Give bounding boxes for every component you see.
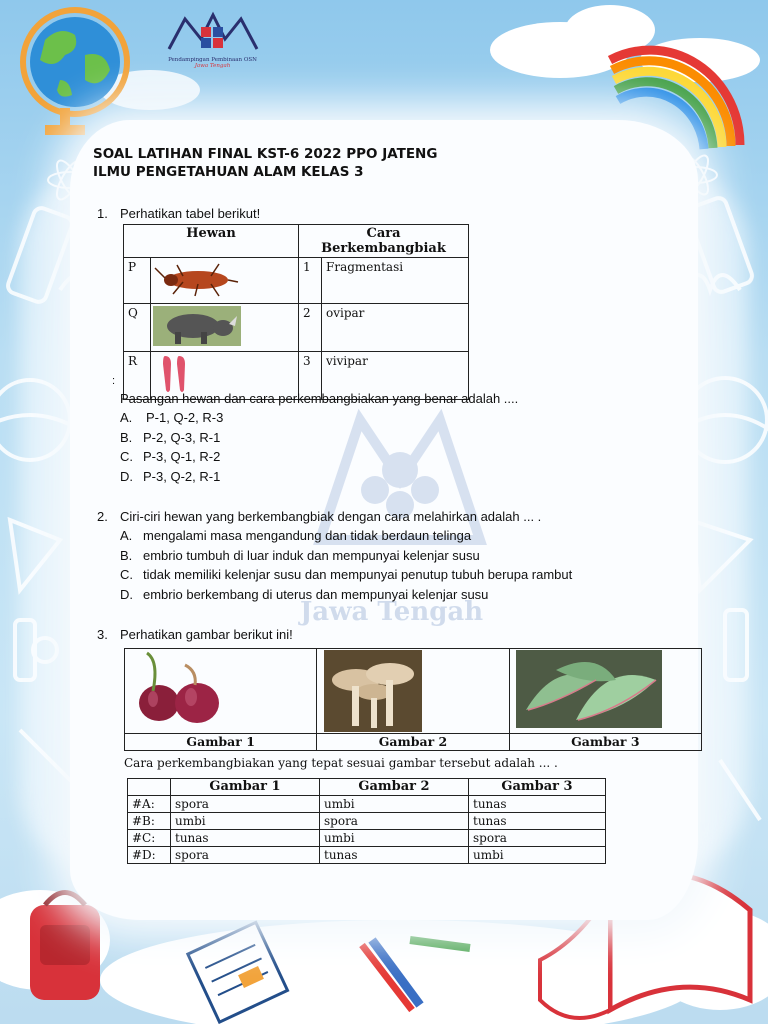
header-blank xyxy=(128,779,171,796)
q1-options xyxy=(120,408,223,486)
document-title xyxy=(93,145,437,181)
choice-key: #A: xyxy=(128,796,171,813)
gallery-cell-2 xyxy=(317,649,509,750)
option-key: B. xyxy=(120,429,133,445)
animal-image-cell xyxy=(151,258,299,304)
option-text: P-3, Q-2, R-1 xyxy=(143,468,221,484)
q3-question: Cara perkembangbiakan yang tepat sesuai gambar tersebut adalah ... . xyxy=(124,756,558,770)
header-gambar-2: Gambar 2 xyxy=(320,779,469,796)
cell-gambar-1: spora xyxy=(171,847,320,864)
cell-gambar-1: umbi xyxy=(171,813,320,830)
table-row[interactable] xyxy=(128,813,606,830)
cockroach-image xyxy=(153,260,239,298)
table-row xyxy=(124,258,469,304)
option-key: B. xyxy=(120,547,133,563)
option-text: embrio berkembang di uterus dan mempunyai kelenjar susu xyxy=(143,586,489,602)
option-text: P-2, Q-3, R-1 xyxy=(143,429,221,445)
option-d[interactable] xyxy=(120,467,223,487)
logo-line-1: Pendampingan Pembinaan OSN xyxy=(168,57,257,63)
gallery-caption: Gambar 1 xyxy=(125,733,316,750)
option-key: A. xyxy=(120,410,133,425)
choice-key: #D: xyxy=(128,847,171,864)
cell-gambar-1: tunas xyxy=(171,830,320,847)
title-line-2: ILMU PENGETAHUAN ALAM KELAS 3 xyxy=(93,164,364,180)
option-a[interactable] xyxy=(120,408,223,428)
option-c[interactable] xyxy=(120,565,572,585)
watermark-text: Jawa Tengah xyxy=(300,597,484,627)
q3-image-gallery xyxy=(124,648,702,751)
row-method: Fragmentasi xyxy=(322,258,469,304)
option-a[interactable] xyxy=(120,526,572,546)
option-c[interactable] xyxy=(120,447,223,467)
option-text: mengalami masa mengandung dan tidak berdaun telinga xyxy=(143,528,472,543)
gallery-caption: Gambar 2 xyxy=(317,733,508,750)
option-key: C. xyxy=(120,567,133,582)
table-row[interactable] xyxy=(128,830,606,847)
col-header-animal: Hewan xyxy=(124,225,299,258)
animal-image-cell xyxy=(151,304,299,352)
table-row[interactable] xyxy=(128,796,606,813)
cell-gambar-3: tunas xyxy=(469,796,606,813)
col-header-method: Cara Berkembangbiak xyxy=(299,225,469,258)
row-number: 2 xyxy=(299,304,322,352)
rhinoceros-image xyxy=(153,306,241,346)
cell-gambar-2: umbi xyxy=(320,796,469,813)
header-gambar-1: Gambar 1 xyxy=(171,779,320,796)
header-gambar-3: Gambar 3 xyxy=(469,779,606,796)
title-line-1: SOAL LATIHAN FINAL KST-6 2022 PPO JATENG xyxy=(93,146,438,162)
logo-line-2: Jawa Tengah xyxy=(194,63,231,69)
cell-gambar-2: spora xyxy=(320,813,469,830)
cell-gambar-2: umbi xyxy=(320,830,469,847)
table-row xyxy=(124,304,469,352)
osn-logo-icon xyxy=(165,5,260,53)
cell-gambar-3: umbi xyxy=(469,847,606,864)
gallery-cell-1 xyxy=(125,649,317,750)
choice-key: #C: xyxy=(128,830,171,847)
gallery-caption: Gambar 3 xyxy=(510,733,701,750)
row-label: P xyxy=(124,258,151,304)
cell-gambar-3: tunas xyxy=(469,813,606,830)
option-text: embrio tumbuh di luar induk dan mempunyai kelenjar susu xyxy=(143,547,480,563)
q1-question: Pasangan hewan dan cara perkembangbiakan yang benar adalah .... xyxy=(120,391,519,406)
q1-prompt: Perhatikan tabel berikut! xyxy=(120,206,261,221)
option-key: D. xyxy=(120,586,133,602)
row-number: 3 xyxy=(299,352,322,400)
kalanchoe-leaf-image xyxy=(516,650,662,728)
cell-gambar-3: spora xyxy=(469,830,606,847)
planaria-image xyxy=(153,354,193,394)
row-label: R xyxy=(124,352,151,400)
onion-image xyxy=(133,651,225,729)
cell-gambar-1: spora xyxy=(171,796,320,813)
row-method: ovipar xyxy=(322,304,469,352)
option-key: A. xyxy=(120,528,133,543)
q1-number: 1. xyxy=(97,206,108,221)
option-text: P-3, Q-1, R-2 xyxy=(143,449,221,464)
q2-options xyxy=(120,526,572,604)
option-key: D. xyxy=(120,468,133,484)
q3-table-header xyxy=(128,779,606,796)
option-text: tidak memiliki kelenjar susu dan mempunyai penutup tubuh berupa rambut xyxy=(143,567,573,582)
choice-key: #B: xyxy=(128,813,171,830)
option-text: P-1, Q-2, R-3 xyxy=(146,410,224,425)
gallery-cell-3 xyxy=(510,649,701,750)
q2-question: Ciri-ciri hewan yang berkembangbiak dengan cara melahirkan adalah ... . xyxy=(120,509,542,524)
table-row[interactable] xyxy=(128,847,606,864)
stray-mark: : xyxy=(112,375,116,387)
q1-table-header xyxy=(124,225,469,258)
osn-logo xyxy=(165,5,260,75)
q2-number: 2. xyxy=(97,509,108,524)
q3-prompt: Perhatikan gambar berikut ini! xyxy=(120,627,293,642)
row-label: Q xyxy=(124,304,151,352)
row-number: 1 xyxy=(299,258,322,304)
q3-answer-table xyxy=(127,778,606,864)
option-b[interactable] xyxy=(120,428,223,448)
option-d[interactable] xyxy=(120,585,572,605)
option-key: C. xyxy=(120,449,133,464)
cell-gambar-2: tunas xyxy=(320,847,469,864)
row-method: vivipar xyxy=(322,352,469,400)
q3-number: 3. xyxy=(97,627,108,642)
option-b[interactable] xyxy=(120,546,572,566)
mushroom-image xyxy=(324,650,422,732)
q1-table xyxy=(123,224,469,400)
